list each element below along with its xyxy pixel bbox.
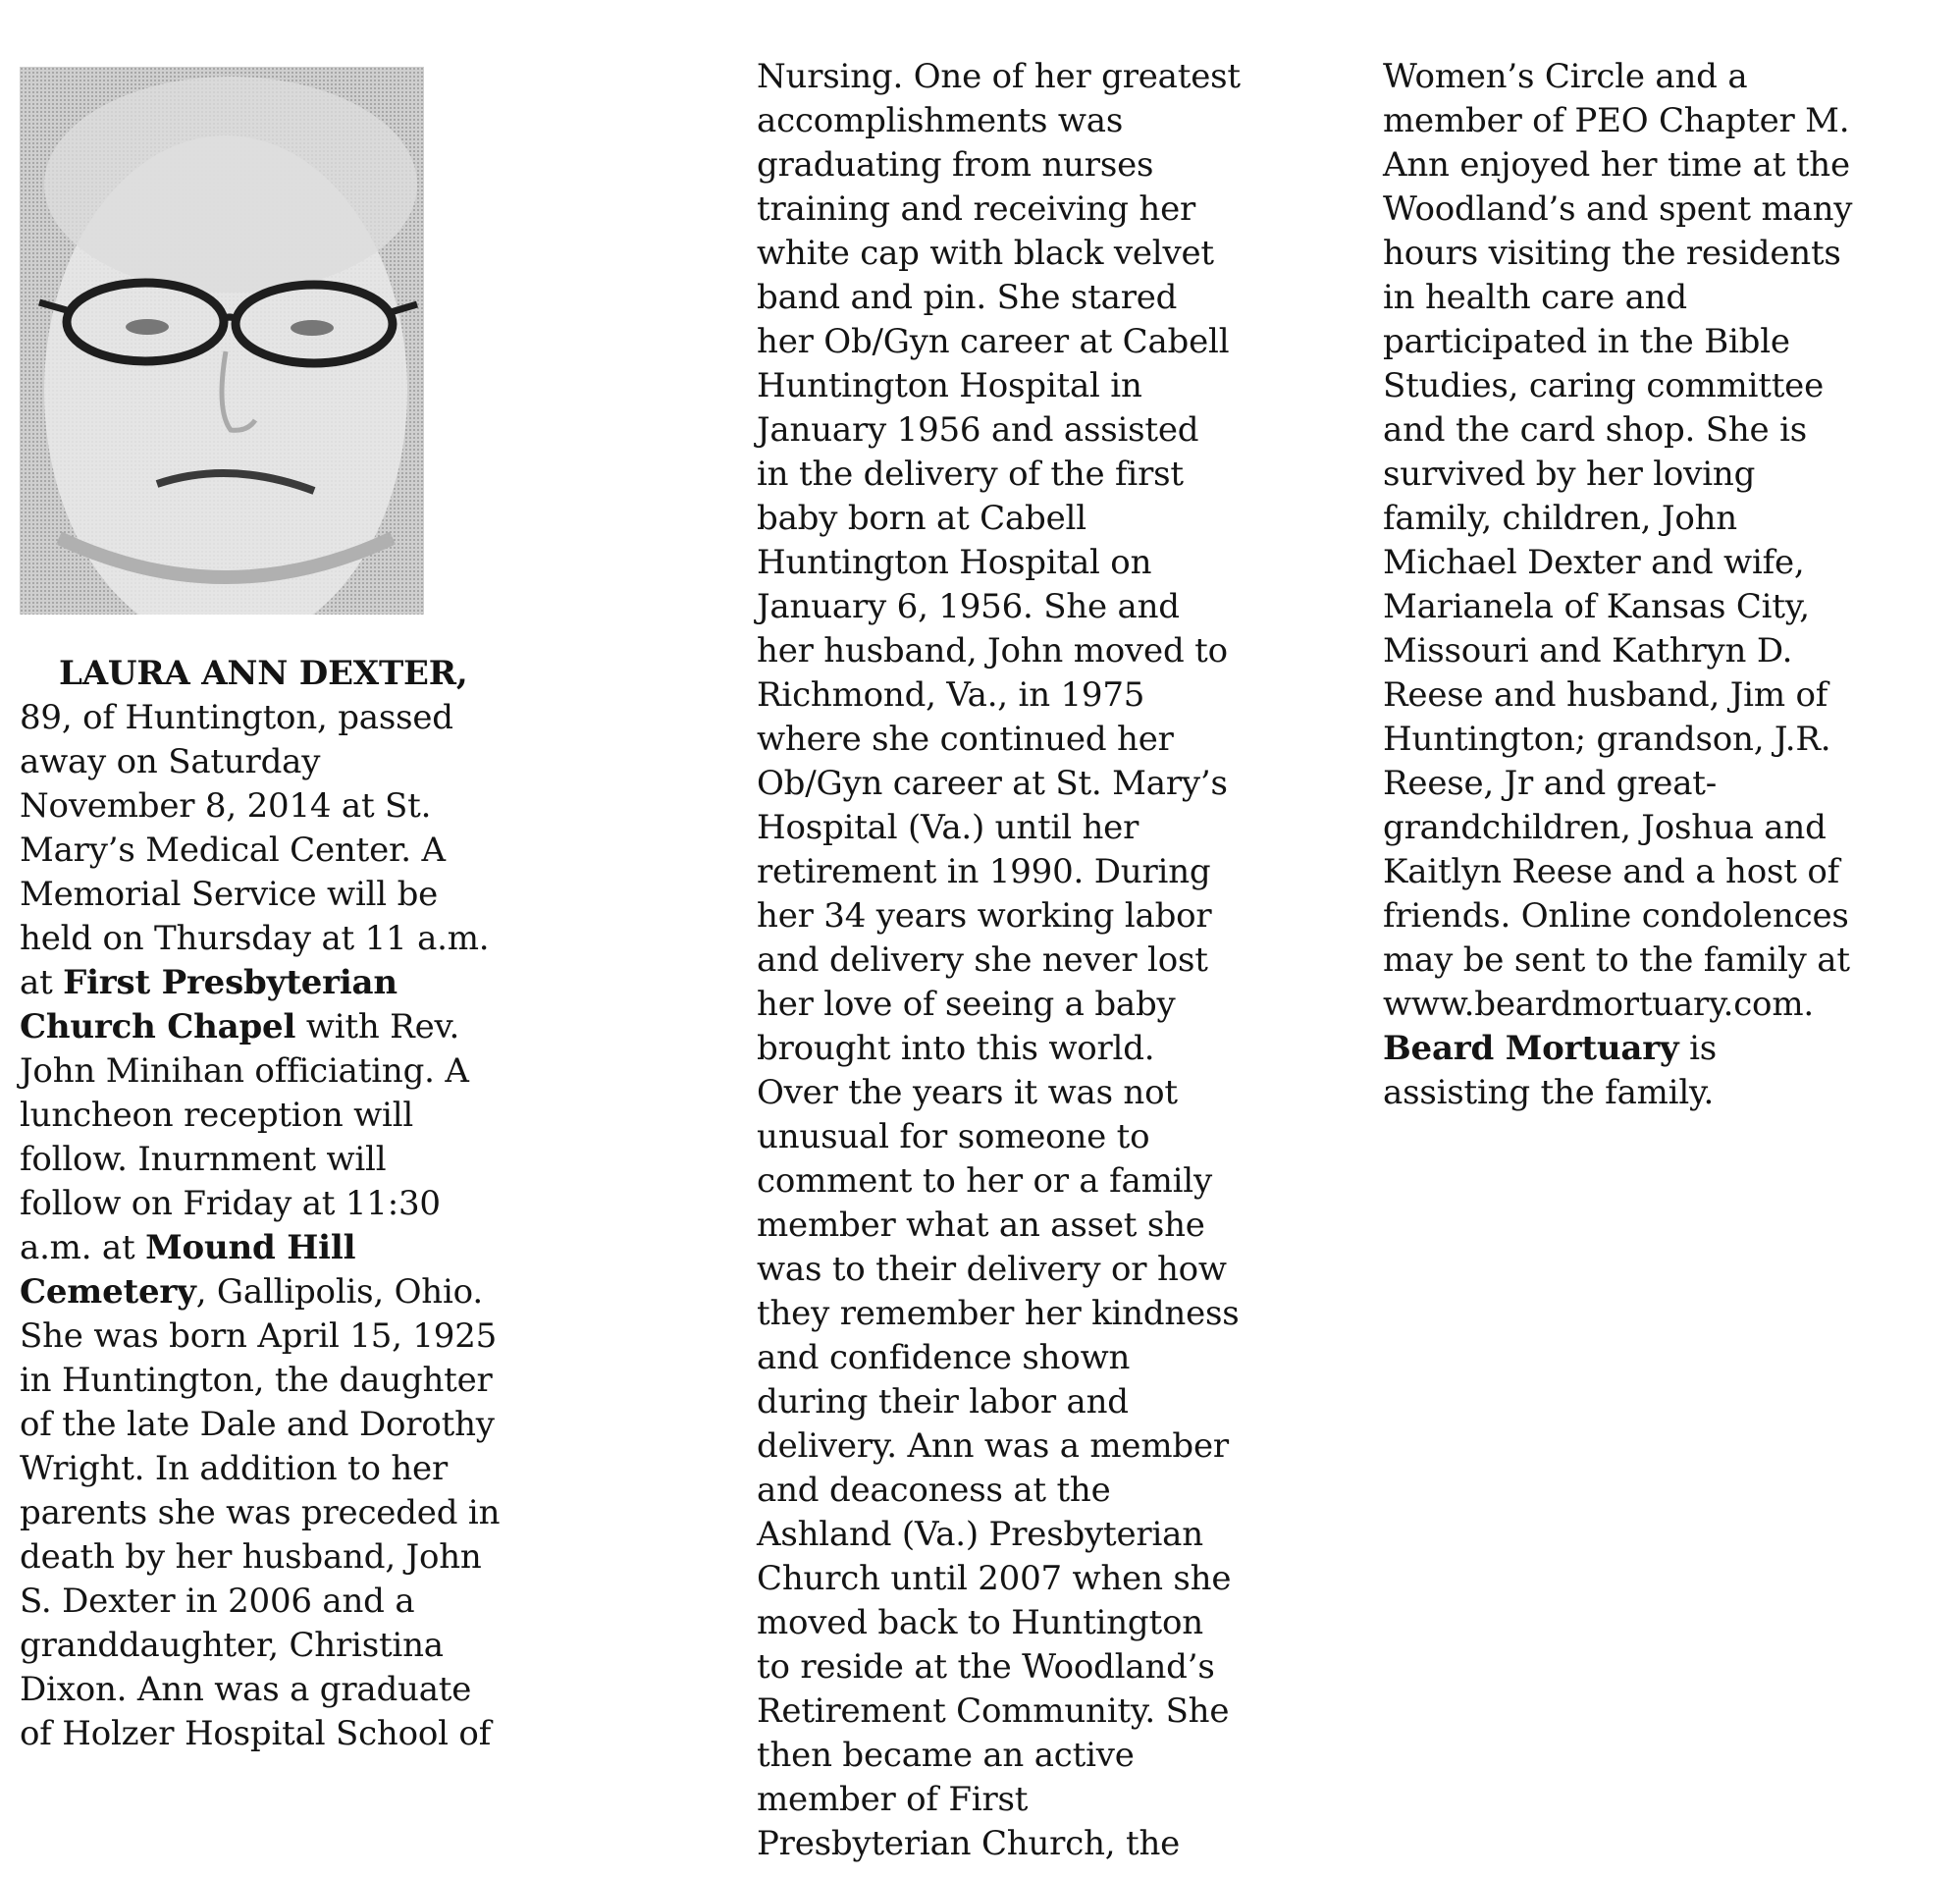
text-run: may be sent to the family at [1383,940,1850,980]
column2-line [757,408,1267,453]
text-run: graduating from nurses [757,145,1154,185]
text-run: and confidence shown [757,1338,1131,1377]
text-run: family, children, John [1383,499,1737,538]
text-run: follow. Inurnment will [20,1140,387,1179]
text-run: Nursing. One of her greatest [757,57,1241,96]
text-run: , Gallipolis, Ohio. [195,1272,483,1312]
bold-text: Beard Mortuary [1383,1029,1679,1068]
column1-line [20,1226,530,1270]
text-run: her husband, John moved to [757,631,1228,670]
column2-line [757,762,1267,806]
text-run: Huntington Hospital in [757,366,1142,405]
column2-line [757,1645,1267,1689]
column3-line [1383,99,1893,143]
text-run: member of First [757,1780,1029,1819]
text-run: her Ob/Gyn career at Cabell [757,322,1230,361]
text-run: at [20,963,64,1002]
column2-line [757,99,1267,143]
text-run: 89, of Huntington, passed [20,698,453,737]
text-run: Missouri and Kathryn D. [1383,631,1793,670]
column2-line [757,541,1267,585]
text-run: retirement in 1990. During [757,852,1211,891]
text-run: then became an active [757,1736,1135,1775]
text-run: Hospital (Va.) until her [757,808,1139,847]
text-run: unusual for someone to [757,1117,1150,1156]
column2-line [757,718,1267,762]
column2-line [757,1822,1267,1866]
text-run: January 1956 and assisted [757,410,1199,450]
text-run: where she continued her [757,720,1174,759]
text-run: Reese, Jr and great- [1383,764,1718,803]
column2-line [757,497,1267,541]
bold-text: Church Chapel [20,1007,296,1046]
text-run: her 34 years working labor [757,896,1212,936]
column1-line [20,740,530,784]
text-run: band and pin. She stared [757,278,1178,317]
text-run: Huntington Hospital on [757,543,1152,582]
text-run: with Rev. [295,1007,460,1046]
column3-line [1383,497,1893,541]
column1-line [20,873,530,917]
text-run: Huntington; grandson, J.R. [1383,720,1831,759]
column3-line [1383,673,1893,718]
text-run: in the delivery of the first [757,455,1184,494]
text-run: participated in the Bible [1383,322,1790,361]
column3-line [1383,541,1893,585]
column2-line [757,1469,1267,1513]
text-run: to reside at the Woodland’s [757,1647,1215,1687]
column1-line [20,1182,530,1226]
obituary-column-2 [757,55,1267,1866]
text-run: parents she was preceded in [20,1493,501,1532]
column3-line [1383,806,1893,850]
column2-line [757,1115,1267,1159]
column2-line [757,276,1267,320]
column1-line [20,1624,530,1668]
column3-line [1383,1027,1893,1071]
column3-line [1383,408,1893,453]
column1-line [20,917,530,961]
column1-line [20,1491,530,1535]
text-run: Reese and husband, Jim of [1383,675,1828,715]
text-run: Wright. In addition to her [20,1449,449,1488]
text-run: Over the years it was not [757,1073,1178,1112]
column1-line [20,1094,530,1138]
text-run: Dixon. Ann was a graduate [20,1670,472,1709]
text-run: S. Dexter in 2006 and a [20,1582,415,1621]
portrait-photo [20,67,424,615]
text-run: Michael Dexter and wife, [1383,543,1805,582]
text-run: follow on Friday at 11:30 [20,1184,441,1223]
text-run: of Holzer Hospital School of [20,1714,492,1753]
text-run: Kaitlyn Reese and a host of [1383,852,1839,891]
column2-line [757,453,1267,497]
column3-line [1383,276,1893,320]
bold-text: Mound Hill [145,1228,356,1267]
column1-line [20,784,530,829]
column2-line [757,938,1267,983]
text-run: Ann enjoyed her time at the [1383,145,1850,185]
text-run: luncheon reception will [20,1096,414,1135]
column3-line [1383,938,1893,983]
column1-line [20,961,530,1005]
bold-text: First Presbyterian [63,963,397,1002]
text-run: November 8, 2014 at St. [20,786,432,826]
column2-line [757,1424,1267,1469]
text-run: January 6, 1956. She and [757,587,1180,626]
text-run: brought into this world. [757,1029,1155,1068]
column1-line [20,1049,530,1094]
column2-line [757,232,1267,276]
column3-line [1383,983,1893,1027]
column2-line [757,1159,1267,1204]
column2-line [757,983,1267,1027]
column1-line [20,1580,530,1624]
text-run: and delivery she never lost [757,940,1208,980]
column2-line [757,1513,1267,1557]
column2-line [757,585,1267,629]
column2-line [757,1778,1267,1822]
column1-line [20,1359,530,1403]
text-run: and the card shop. She is [1383,410,1808,450]
text-run: John Minihan officiating. A [20,1051,469,1091]
column2-line [757,1248,1267,1292]
column3-line [1383,55,1893,99]
text-run: accomplishments was [757,101,1124,140]
text-run: held on Thursday at 11 a.m. [20,919,490,958]
text-run: Presbyterian Church, the [757,1824,1181,1863]
column1-line [20,1314,530,1359]
text-run: Church until 2007 when she [757,1559,1232,1598]
text-run: away on Saturday [20,742,321,781]
text-run: was to their delivery or how [757,1250,1227,1289]
column3-line [1383,629,1893,673]
column1-line [20,1005,530,1049]
column2-line [757,1292,1267,1336]
text-run: grandchildren, Joshua and [1383,808,1827,847]
bold-text: LAURA ANN DEXTER, [59,654,468,693]
column2-line [757,629,1267,673]
column2-line [757,320,1267,364]
column3-line [1383,188,1893,232]
column1-line [20,696,530,740]
text-run: during their labor and [757,1382,1129,1421]
text-run: white cap with black velvet [757,234,1214,273]
text-run: member what an asset she [757,1206,1205,1245]
column2-line [757,1380,1267,1424]
column2-line [757,143,1267,188]
column2-line [757,364,1267,408]
text-run: baby born at Cabell [757,499,1086,538]
text-run: survived by her loving [1383,455,1756,494]
column2-line [757,1689,1267,1734]
column2-line [757,894,1267,938]
text-run: Mary’s Medical Center. A [20,831,446,870]
column1-line [20,1447,530,1491]
column2-line [757,850,1267,894]
text-run: www.beardmortuary.com. [1383,985,1814,1024]
text-run: in health care and [1383,278,1687,317]
column2-line [757,1071,1267,1115]
column1-line [20,1403,530,1447]
text-run: Women’s Circle and a [1383,57,1748,96]
text-run: She was born April 15, 1925 [20,1316,498,1356]
text-run: of the late Dale and Dorothy [20,1405,495,1444]
column2-line [757,1734,1267,1778]
text-run: Ashland (Va.) Presbyterian [757,1515,1203,1554]
bold-text: Cemetery [20,1272,196,1312]
column3-line [1383,143,1893,188]
text-run: friends. Online condolences [1383,896,1849,936]
text-run: in Huntington, the daughter [20,1361,493,1400]
column2-line [757,1557,1267,1601]
column2-line [757,806,1267,850]
column1-line [20,1712,530,1756]
column1-line [20,829,530,873]
text-run: a.m. at [20,1228,146,1267]
text-run: Memorial Service will be [20,875,439,914]
text-run: and deaconess at the [757,1471,1111,1510]
text-run: comment to her or a family [757,1161,1212,1201]
text-run: training and receiving her [757,189,1196,229]
column3-line [1383,894,1893,938]
obituary-column-1 [20,652,530,1756]
text-run: Retirement Community. She [757,1691,1230,1731]
text-run: death by her husband, John [20,1537,482,1577]
text-run: they remember her kindness [757,1294,1240,1333]
column3-line [1383,320,1893,364]
column3-line [1383,1071,1893,1115]
text-run: Marianela of Kansas City, [1383,587,1810,626]
column1-line [20,1535,530,1580]
column3-line [1383,453,1893,497]
text-run: hours visiting the residents [1383,234,1841,273]
column3-line [1383,850,1893,894]
column1-line [20,1138,530,1182]
column2-line [757,1204,1267,1248]
column3-line [1383,762,1893,806]
obituary-column-3 [1383,55,1893,1115]
column1-line [20,652,530,696]
text-run: is [1678,1029,1718,1068]
text-run: granddaughter, Christina [20,1626,444,1665]
text-run: assisting the family. [1383,1073,1715,1112]
column2-line [757,1601,1267,1645]
text-run: her love of seeing a baby [757,985,1176,1024]
column3-line [1383,585,1893,629]
column2-line [757,1027,1267,1071]
column1-line [20,1668,530,1712]
column2-line [757,673,1267,718]
text-run: delivery. Ann was a member [757,1426,1229,1466]
column1-line [20,1270,530,1314]
column3-line [1383,232,1893,276]
column3-line [1383,364,1893,408]
text-run: Richmond, Va., in 1975 [757,675,1145,715]
text-run: Ob/Gyn career at St. Mary’s [757,764,1228,803]
column2-line [757,55,1267,99]
text-run: Studies, caring committee [1383,366,1825,405]
column2-line [757,188,1267,232]
column3-line [1383,718,1893,762]
text-run: Woodland’s and spent many [1383,189,1853,229]
text-run: member of PEO Chapter M. [1383,101,1850,140]
column2-line [757,1336,1267,1380]
portrait-image [20,67,424,615]
text-run: moved back to Huntington [757,1603,1203,1642]
